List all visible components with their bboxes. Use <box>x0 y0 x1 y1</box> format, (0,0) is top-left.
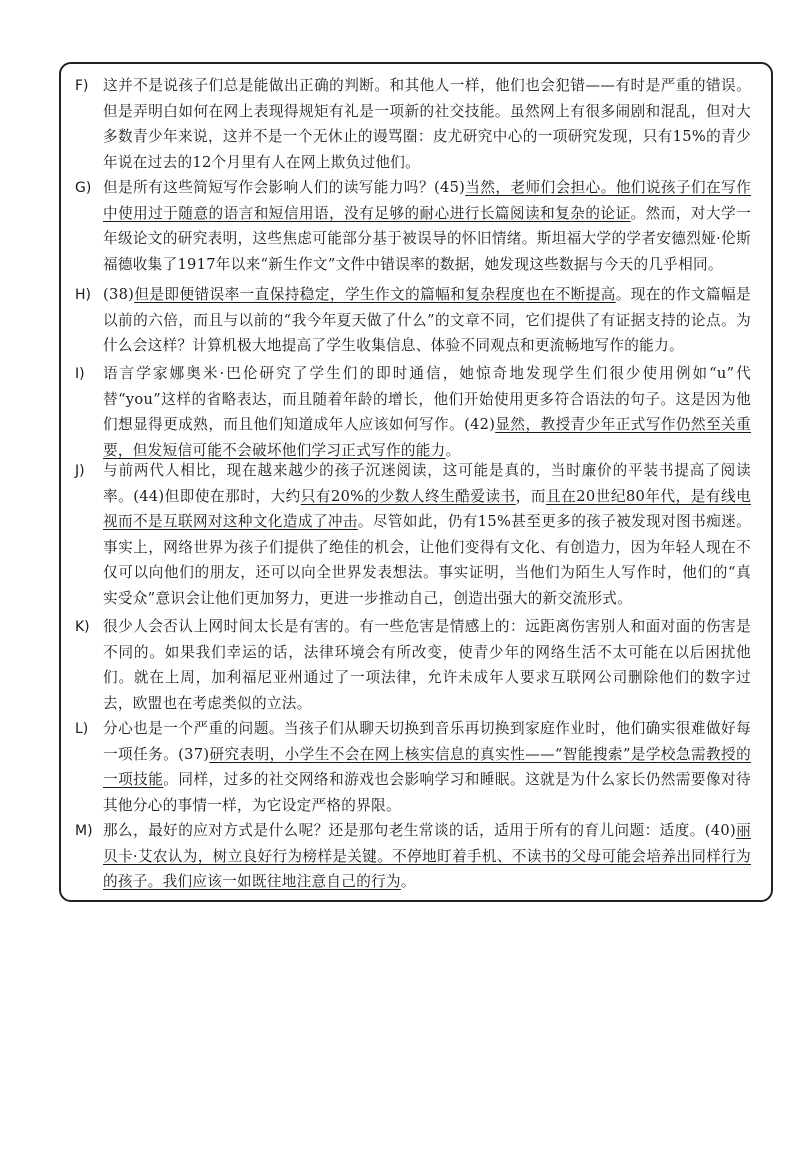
paragraph-h <box>75 282 751 359</box>
paragraph-text <box>103 282 751 359</box>
paragraph-j <box>75 458 751 611</box>
text-segment: 分心也是一个严重的问题。当孩子们从聊天切换到音乐再切换到家庭作业时，他们确实很难做好每一项任务。(37) <box>103 720 751 763</box>
text-segment: 。同样，过多的社交网络和游戏也会影响学习和睡眠。这就是为什么家长仍然需要像对待其他分心的事情一样，为它设定严格的界限。 <box>103 771 751 814</box>
text-segment: ，而 <box>515 487 547 505</box>
paragraph-label: K) <box>75 619 90 635</box>
text-segment: 。现在的作文篇幅是以前的六倍，而且与以前的“我今年夏天做了什么”的文章不同，它们提供了有证据支持的论点。为什么会这样？计算机极大地提高了学生收集信息、体验不同观点和更流畅地写作的能力。 <box>103 286 751 354</box>
text-segment: 。 <box>400 873 416 890</box>
underlined-answer: 显然，教授青少年正式写作仍然至关重要，但发短信可能不会破坏他们学习正式写作的能力 <box>103 416 751 459</box>
paragraph-i <box>75 361 751 463</box>
paragraph-label: F) <box>75 78 89 94</box>
paragraph-text <box>103 175 751 277</box>
paragraph-m <box>75 818 751 895</box>
paragraph-text <box>103 818 751 895</box>
underlined-answer: 当然，老师们会担心。他们说孩子们在写作中使用过于随意的语言和短信用语，没有足够的耐心进行长篇阅读和复杂的论证 <box>103 179 752 222</box>
paragraph-label: I) <box>75 366 85 382</box>
text-segment: 语言学家娜奥米·巴伦研究了学生们的即时通信，她惊奇地发现学生们很少使用例如“u”代替“you”这样的省略表达，而且随着年龄的增长，他们开始使用更多符合语法的句子。这是因为他们想显得更成熟，而且他们知道成年人应该如何写作。(42) <box>103 365 751 433</box>
underlined-answer: 丽贝卡·艾农认为，树立良好行为榜样是关键。不停地盯着手机、不读书的父母可能会培养出同样行为的孩子。我们应该一如既往地注意自己的行为 <box>103 822 751 890</box>
paragraph-text <box>103 361 751 463</box>
text-segment: 与前两代人相比，现在越来越少的孩子沉迷阅读，这可能是真的，当时廉价的平装书提高了阅读率。(44)但即使在那时，大约 <box>103 462 751 505</box>
text-segment: (38) <box>103 286 135 303</box>
paragraph-f <box>75 73 751 175</box>
paragraph-text <box>103 458 751 611</box>
text-segment: 。 <box>445 441 461 459</box>
paragraph-label: M) <box>75 823 93 839</box>
text-segment: 但是所有这些简短写作会影响人们的读写能力吗？(45) <box>103 179 466 196</box>
paragraph-label: L) <box>75 721 89 737</box>
text-segment: 这并不是说孩子们总是能做出正确的判断。和其他人一样，他们也会犯错——有时是严重的错误。但是弄明白如何在网上表现得规矩有礼是一项新的社交技能。虽然网上有很多闹剧和混乱，但对大多数青少年来说，这并不是一个无休止的谩骂圈：皮尤研究中心的一项研究发现，只有15%的青少年说在过去的12个月里有人在网上欺负过他们。 <box>103 77 751 171</box>
paragraph-label: H) <box>75 287 91 303</box>
paragraph-text <box>103 716 751 818</box>
paragraph-label: G) <box>75 180 92 196</box>
text-segment: 很少人会否认上网时间太长是有害的。有一些危害是情感上的：远距离伤害别人和面对面的伤害是不同的。如果我们幸运的话，法律环境会有所改变，使青少年的网络生活不太可能在以后困扰他们。就在上周，加利福尼亚州通过了一项法律，允许未成年人要求互联网公司删除他们的数字过去，欧盟也在考虑类似的立法。 <box>103 618 751 712</box>
paragraph-label: J) <box>75 463 85 479</box>
underlined-answer: 研究表明，小学生不会在网上核实信息的真实性——“智能搜索”是学校急需教授的一项技能 <box>103 745 751 788</box>
paragraph-text <box>103 614 751 716</box>
underlined-answer: 且在20世纪80年代，是有线电视而不是互联网对这种文化造成了冲击 <box>103 487 751 530</box>
text-segment: 。然而，对大学一年级论文的研究表明，这些焦虑可能部分基于被误导的怀旧情绪。斯坦福大学的学者安德烈娅·伦斯福德收集了1917年以来“新生作文”文件中错误率的数据，她发现这些数据与今天的几乎相同。 <box>103 204 751 273</box>
text-segment: 。尽管如此，仍有15%甚至更多的孩子被发现对图书痴迷。事实上，网络世界为孩子们提供了绝佳的机会，让他们变得有文化、有创造力，因为年轻人现在不仅可以向他们的朋友，还可以向全世界发表想法。事实证明，当他们为陌生人写作时，他们的“真实受众”意识会让他们更加努力，更进一步推动自己，创造出强大的新交流形式。 <box>103 513 751 607</box>
paragraph-l <box>75 716 751 818</box>
text-segment: 那么，最好的应对方式是什么呢？还是那句老生常谈的话，适用于所有的育儿问题：适度。(40) <box>103 822 736 839</box>
paragraph-text <box>103 73 751 175</box>
paragraph-k <box>75 614 751 716</box>
paragraph-g <box>75 175 751 277</box>
underlined-answer: 但是即便错误率一直保持稳定，学生作文的篇幅和复杂程度也在不断提高 <box>134 286 616 303</box>
underlined-answer: 只有20%的少数人终生酷爱读书 <box>300 487 516 505</box>
